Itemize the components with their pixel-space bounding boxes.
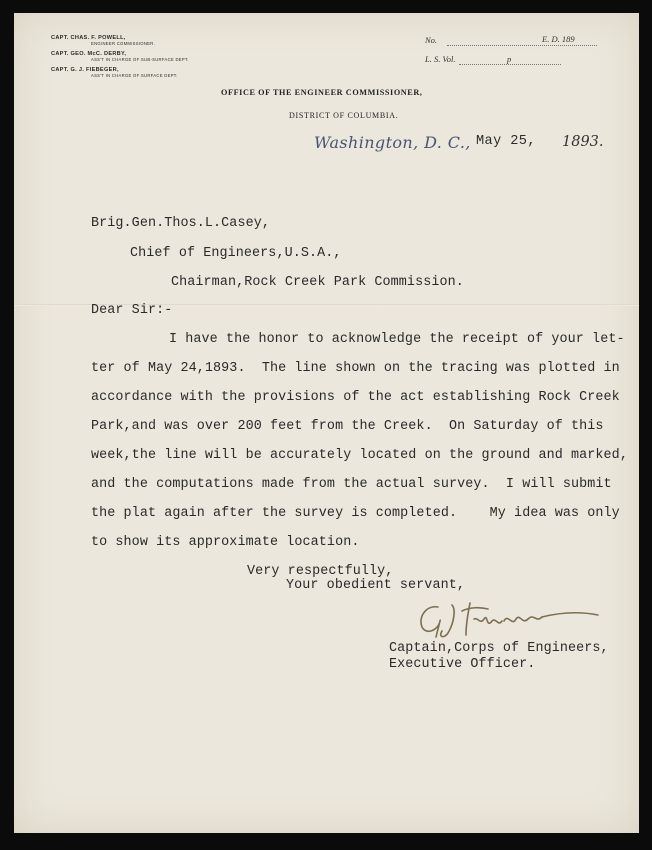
place-line: Washington, D. C.,: [314, 133, 471, 152]
staff-name: CAPT. GEO. McC. DERBY,: [51, 51, 127, 57]
body-line: to show its approximate location.: [91, 535, 360, 550]
handwritten-signature: [408, 595, 608, 641]
body-line: and the computations made from the actual survey. I will submit: [91, 477, 612, 492]
reference-number: [425, 34, 575, 45]
signer-title-2: Executive Officer.: [389, 657, 536, 672]
body-line: ter of May 24,1893. The line shown on the tracing was plotted in: [91, 361, 620, 376]
staff-name: CAPT. CHAS. F. POWELL,: [51, 35, 126, 41]
reference-label: No.: [425, 35, 438, 45]
body-line: week,the line will be accurately located on the ground and marked,: [91, 448, 628, 463]
office-heading: OFFICE OF THE ENGINEER COMMISSIONER,: [221, 88, 423, 97]
body-line: I have the honor to acknowledge the receipt of your let-: [169, 332, 625, 347]
address-line-2: Chief of Engineers,U.S.A.,: [130, 246, 342, 261]
letter-sheet: [14, 13, 639, 833]
letter-date: May 25,: [476, 134, 536, 149]
salutation: Dear Sir:-: [91, 303, 173, 318]
closing-line-1: Very respectfully,: [247, 564, 394, 579]
staff-role: ASS'T IN CHARGE OF SUB-SURFACE DEPT.: [91, 57, 189, 62]
letter-book-volume: [425, 54, 512, 64]
volume-page: p: [507, 54, 512, 64]
body-line: the plat again after the survey is completed. My idea was only: [91, 506, 620, 521]
reference-rule: [447, 45, 597, 46]
address-line-1: Brig.Gen.Thos.L.Casey,: [91, 216, 270, 231]
closing-line-2: Your obedient servant,: [286, 578, 465, 593]
signer-title-1: Captain,Corps of Engineers,: [389, 641, 609, 656]
staff-name: CAPT. G. J. FIEBEGER,: [51, 67, 119, 73]
reference-value: E. D. 189: [542, 34, 575, 44]
address-line-3: Chairman,Rock Creek Park Commission.: [171, 275, 464, 290]
letter-year: 1893.: [562, 134, 604, 150]
district-heading: DISTRICT OF COLUMBIA.: [289, 111, 399, 120]
staff-role: ENGINEER COMMISSIONER.: [91, 41, 156, 46]
volume-label: L. S. Vol.: [425, 54, 456, 64]
body-line: accordance with the provisions of the act establishing Rock Creek: [91, 390, 620, 405]
staff-list: [51, 35, 189, 83]
volume-rule: [459, 64, 561, 65]
staff-role: ASS'T IN CHARGE OF SURFACE DEPT.: [91, 73, 178, 78]
body-line: Park,and was over 200 feet from the Creek. On Saturday of this: [91, 419, 604, 434]
